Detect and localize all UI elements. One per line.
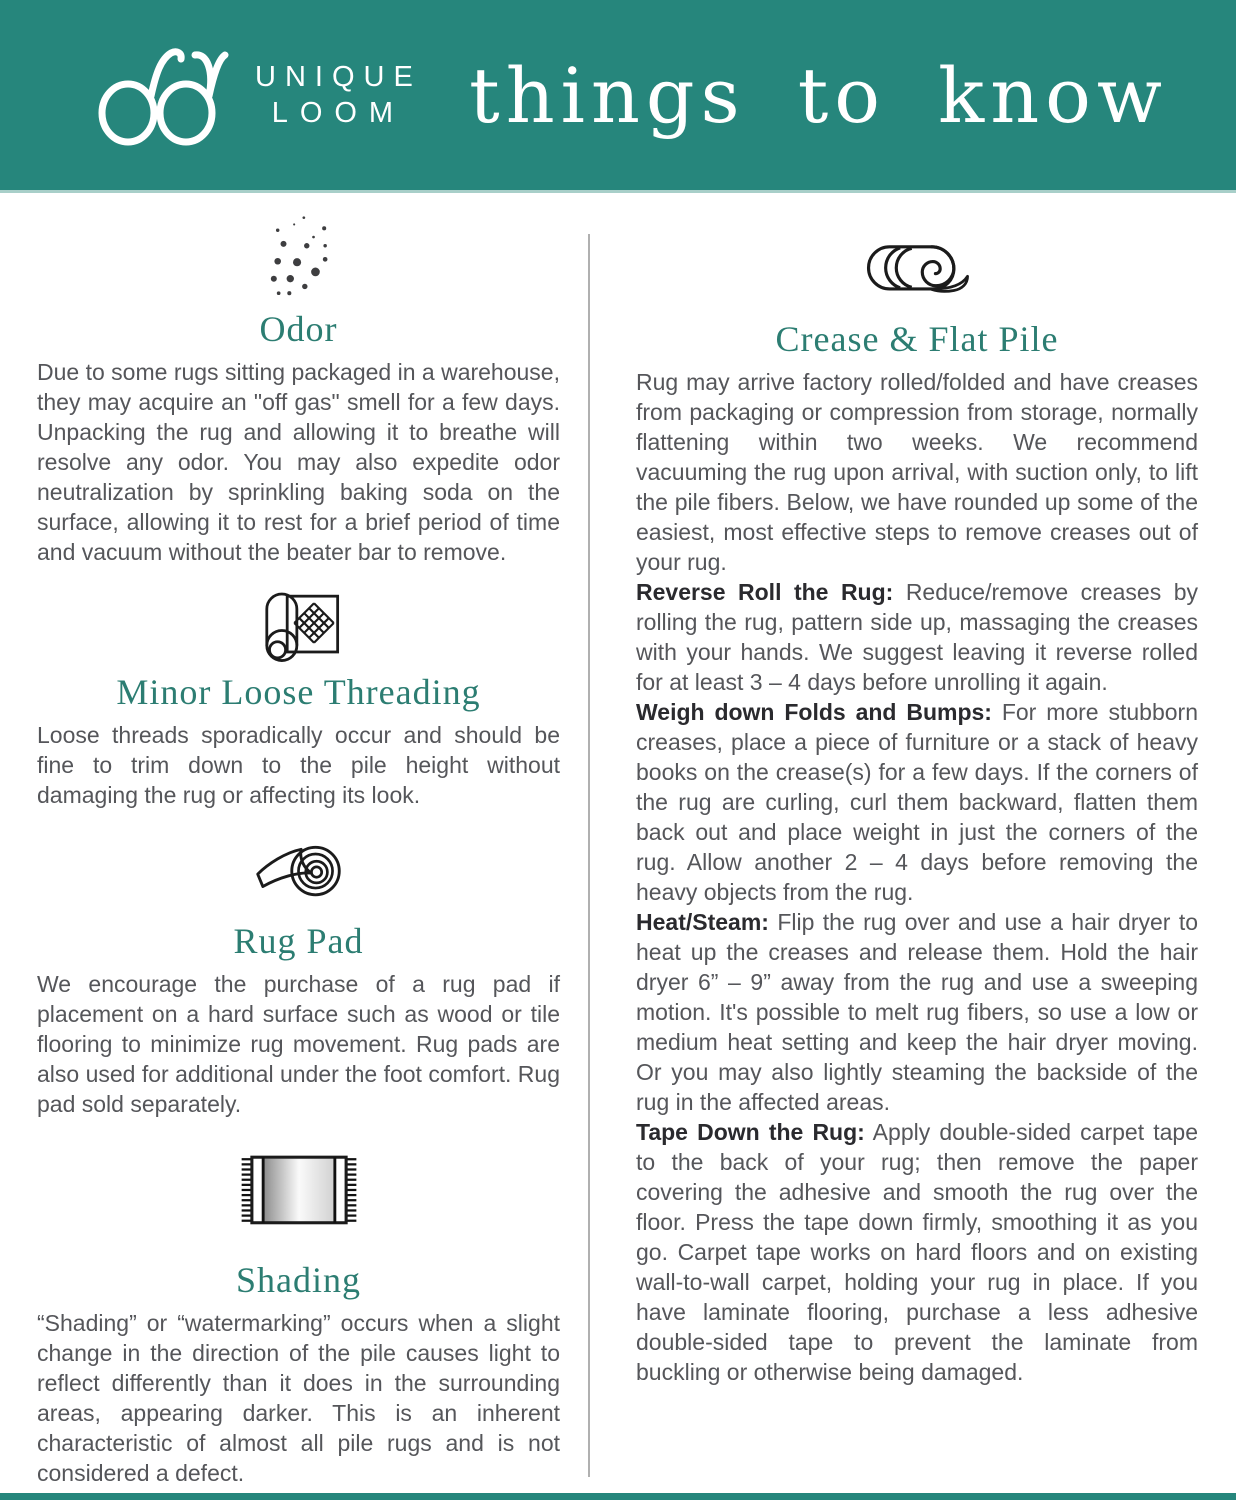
tip-reverse-roll — [636, 577, 1198, 697]
tip-heat-steam-body: Flip the rug over and use a hair dryer to heat up the creases and release them. Hold the hair dryer 6” – 9” away from the rug and use a sweeping motion. It's possible to melt rug fibers, so use a low or medium heat setting and keep the hair dryer moving. Or you may also lightly steaming the backside of the rug in the affected areas. — [636, 909, 1198, 1115]
section-heading-rug-pad: Rug Pad — [233, 921, 364, 961]
tip-weigh-down-label: Weigh down Folds and Bumps: — [636, 699, 992, 725]
brand — [95, 39, 422, 151]
rolled-rug-side-icon — [636, 240, 1198, 302]
section-body-odor: Due to some rugs sitting packaged in a warehouse, they may acquire an "off gas" smell for a few days. Unpacking the rug and allowing it to breathe will resolve any odor. You may also expedite odor neutralization by sprinkling baking soda on the surface, allowing it to rest for a brief period of time and vacuum without the beater bar to remove. — [37, 359, 560, 565]
partially-rolled-rug-icon — [37, 579, 560, 667]
tip-heat-steam-label: Heat/Steam: — [636, 909, 769, 935]
brand-name — [255, 59, 422, 132]
tip-weigh-down-body: For more stubborn creases, place a piece of furniture or a stack of heavy books on the crease(s) for a few days. If the corners of the rug are curling, curl them backward, flatten them back out and place weight in just the corners of the rug. Allow another 2 – 4 days before removing the heavy objects from the rug. — [636, 699, 1198, 905]
brand-name-line2: LOOM — [271, 97, 406, 129]
section-body-rug-pad: We encourage the purchase of a rug pad if placement on a hard surface such as wood or tile flooring to minimize rug movement. Rug pads are also used for additional under the foot comfort. Rug pad sold separately. — [37, 971, 560, 1117]
section-heading-shading: Shading — [235, 1260, 361, 1300]
left-column — [0, 190, 560, 1488]
rug-pad-roll-icon — [37, 838, 560, 902]
section-shading — [37, 1149, 560, 1488]
section-crease-flat-pile — [636, 240, 1198, 1387]
brand-name-line1: UNIQUE — [255, 60, 422, 93]
tip-tape-down-body: Apply double-sided carpet tape to the back of your rug; then remove the paper covering the adhesive and smooth the rug over the floor. Press the tape down firmly, smoothing it as you go. Carpet tape works on hard floors and on existing wall-to-wall carpet, holding your rug in place. If you have laminate flooring, purchase a less adhesive double-sided tape to prevent the laminate from buckling or otherwise being damaged. — [636, 1119, 1198, 1385]
odor-dots-icon — [37, 208, 560, 300]
section-body-loose-threading: Loose threads sporadically occur and should be fine to trim down to the pile height without damaging the rug or affecting its look. — [37, 722, 560, 808]
crease-intro-paragraph: Rug may arrive factory rolled/folded and have creases from packaging or compression from storage, normally flattening within two weeks. We recommend vacuuming the rug upon arrival, with suction only, to lift the pile fibers. Below, we have rounded up some of the easiest, most effective steps to remove creases out of your rug. — [636, 369, 1198, 575]
tip-reverse-roll-body: Reduce/remove creases by rolling the rug, pattern side up, massaging the creases with your hands. We suggest leaving it reverse rolled for at least 3 – 4 days before unrolling it again. — [636, 579, 1199, 695]
shaded-rug-icon — [37, 1149, 560, 1233]
header-banner — [0, 0, 1236, 190]
tip-tape-down — [636, 1117, 1198, 1387]
section-heading-loose-threading: Minor Loose Threading — [116, 672, 481, 712]
section-loose-threading — [37, 579, 560, 810]
section-body-shading: “Shading” or “watermarking” occurs when a slight change in the direction of the pile causes light to reflect differently than it does in the surrounding areas, appearing darker. This is an inherent characteristic of almost all pile rugs and is not considered a defect. — [37, 1310, 560, 1486]
section-heading-crease: Crease & Flat Pile — [775, 319, 1059, 359]
tip-reverse-roll-label: Reverse Roll the Rug: — [636, 579, 894, 605]
bottom-accent-bar — [0, 1493, 1236, 1500]
section-rug-pad — [37, 838, 560, 1119]
tip-tape-down-label: Tape Down the Rug: — [636, 1119, 865, 1145]
section-odor — [37, 208, 560, 567]
content-area — [0, 190, 1236, 1493]
tip-heat-steam — [636, 907, 1198, 1117]
tip-weigh-down — [636, 697, 1198, 907]
unique-loom-logo-icon — [95, 39, 231, 151]
right-column — [590, 190, 1198, 1387]
page-title: things to know — [469, 50, 1168, 140]
section-heading-odor: Odor — [259, 309, 338, 349]
